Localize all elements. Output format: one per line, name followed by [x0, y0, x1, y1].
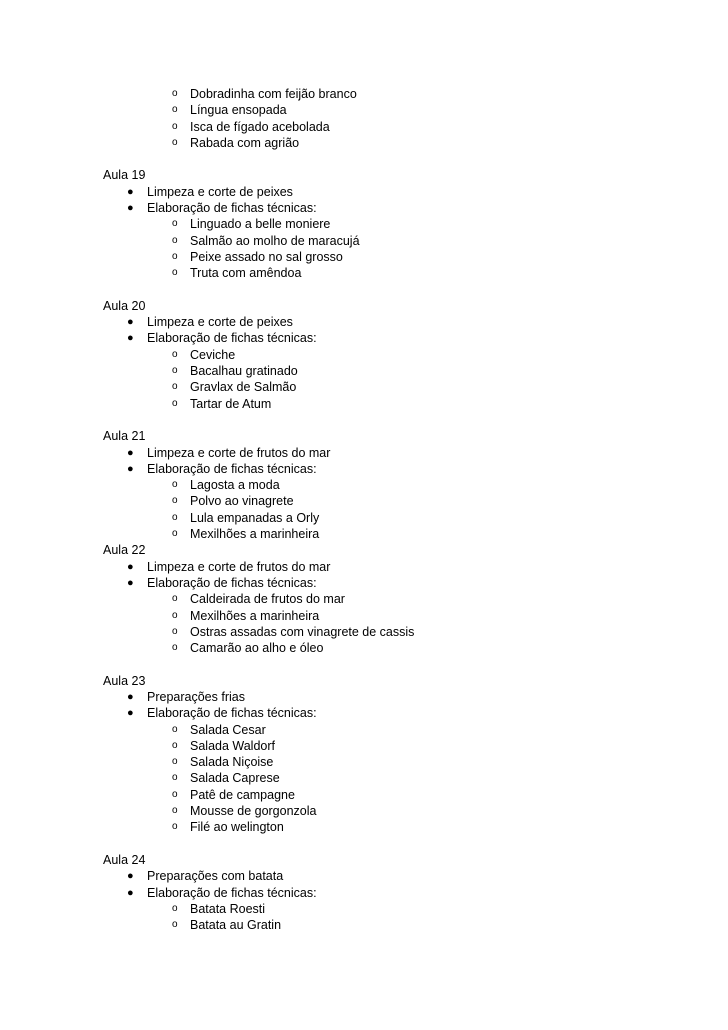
bullet-circle-icon: o [172, 234, 178, 246]
bullet-circle-icon: o [172, 788, 178, 800]
sub-list-item [103, 608, 703, 624]
bullet-disc-icon: ● [127, 202, 134, 215]
bullet-circle-icon: o [172, 250, 178, 262]
spacer [103, 151, 703, 167]
list-item [103, 689, 703, 705]
list-item-text: Limpeza e corte de peixes [147, 184, 293, 199]
sub-list-item [103, 624, 703, 640]
sub-list-item [103, 249, 703, 265]
list-item-text: Limpeza e corte de frutos do mar [147, 559, 331, 574]
bullet-circle-icon: o [172, 348, 178, 360]
sub-list-item-text: Polvo ao vinagrete [190, 494, 294, 509]
sub-list-item-text: Salada Waldorf [190, 738, 275, 753]
lesson-heading: Aula 24 [103, 852, 146, 867]
bullet-disc-icon: ● [127, 446, 134, 459]
bullet-circle-icon: o [172, 723, 178, 735]
sub-list-item-text: Patê de campagne [190, 787, 295, 802]
sub-list-item [103, 135, 703, 151]
bullet-disc-icon: ● [127, 707, 134, 720]
sub-list-item-text: Ostras assadas com vinagrete de cassis [190, 624, 415, 639]
list-item-text: Elaboração de fichas técnicas: [147, 201, 317, 216]
bullet-circle-icon: o [172, 528, 178, 540]
sub-list-item [103, 363, 703, 379]
sub-list-item [103, 819, 703, 835]
bullet-circle-icon: o [172, 104, 178, 116]
lesson-heading: Aula 21 [103, 429, 146, 444]
bullet-circle-icon: o [172, 120, 178, 132]
sub-list-item [103, 477, 703, 493]
sub-list-item-text: Salada Niçoise [190, 755, 274, 770]
sub-list-item-text: Salada Cesar [190, 722, 266, 737]
sub-list-item [103, 787, 703, 803]
bullet-disc-icon: ● [127, 886, 134, 899]
sub-list-item-text: Lula empanadas a Orly [190, 510, 320, 525]
bullet-circle-icon: o [172, 919, 178, 931]
sub-list-item [103, 233, 703, 249]
list-item [103, 705, 703, 721]
list-item-text: Preparações com batata [147, 869, 284, 884]
sub-list-item-text: Batata au Gratin [190, 918, 282, 933]
bullet-circle-icon: o [172, 365, 178, 377]
bullet-disc-icon: ● [127, 576, 134, 589]
list-item-text: Preparações frias [147, 689, 245, 704]
sub-list-item [103, 102, 703, 118]
list-item [103, 575, 703, 591]
list-item [103, 461, 703, 477]
sub-list-item [103, 526, 703, 542]
sub-list-item-text: Linguado a belle moniere [190, 217, 331, 232]
bullet-disc-icon: ● [127, 462, 134, 475]
sub-list-item-text: Mousse de gorgonzola [190, 804, 317, 819]
sub-list-item-text: Rabada com agrião [190, 135, 300, 150]
sub-list-item-text: Filé ao welington [190, 820, 284, 835]
bullet-disc-icon: ● [127, 560, 134, 573]
spacer [103, 656, 703, 672]
bullet-circle-icon: o [172, 495, 178, 507]
list-item-text: Limpeza e corte de frutos do mar [147, 445, 331, 460]
sub-list-item [103, 86, 703, 102]
bullet-circle-icon: o [172, 821, 178, 833]
bullet-circle-icon: o [172, 479, 178, 491]
list-item-text: Elaboração de fichas técnicas: [147, 885, 317, 900]
sub-list-item-text: Mexilhões a marinheira [190, 527, 320, 542]
sub-list-item-text: Bacalhau gratinado [190, 364, 298, 379]
sub-list-item [103, 754, 703, 770]
bullet-circle-icon: o [172, 772, 178, 784]
sub-list-item-text: Mexilhões a marinheira [190, 608, 320, 623]
sub-list-item [103, 770, 703, 786]
sub-list-item [103, 591, 703, 607]
bullet-circle-icon: o [172, 609, 178, 621]
bullet-circle-icon: o [172, 136, 178, 148]
list-item-text: Elaboração de fichas técnicas: [147, 331, 317, 346]
sub-list-item [103, 917, 703, 933]
bullet-disc-icon: ● [127, 185, 134, 198]
bullet-circle-icon: o [172, 511, 178, 523]
bullet-circle-icon: o [172, 902, 178, 914]
list-item-text: Elaboração de fichas técnicas: [147, 461, 317, 476]
bullet-disc-icon: ● [127, 332, 134, 345]
sub-list-item-text: Língua ensopada [190, 103, 287, 118]
spacer [103, 282, 703, 298]
bullet-circle-icon: o [172, 381, 178, 393]
sub-list-item [103, 510, 703, 526]
bullet-circle-icon: o [172, 805, 178, 817]
list-item-text: Limpeza e corte de peixes [147, 315, 293, 330]
spacer [103, 412, 703, 428]
list-item [103, 885, 703, 901]
bullet-disc-icon: ● [127, 316, 134, 329]
lesson-heading: Aula 23 [103, 673, 146, 688]
sub-list-item [103, 216, 703, 232]
lesson-heading: Aula 19 [103, 168, 146, 183]
bullet-circle-icon: o [172, 756, 178, 768]
bullet-circle-icon: o [172, 625, 178, 637]
bullet-disc-icon: ● [127, 870, 134, 883]
list-item [103, 868, 703, 884]
lesson-heading: Aula 20 [103, 298, 146, 313]
sub-list-item-text: Peixe assado no sal grosso [190, 249, 343, 264]
sub-list-item-text: Camarão ao alho e óleo [190, 641, 324, 656]
bullet-circle-icon: o [172, 397, 178, 409]
sub-list-item [103, 722, 703, 738]
bullet-circle-icon: o [172, 642, 178, 654]
bullet-circle-icon: o [172, 593, 178, 605]
sub-list-item [103, 640, 703, 656]
list-item [103, 314, 703, 330]
sub-list-item [103, 347, 703, 363]
sub-list-item [103, 119, 703, 135]
list-item [103, 200, 703, 216]
sub-list-item [103, 265, 703, 281]
bullet-disc-icon: ● [127, 690, 134, 703]
bullet-circle-icon: o [172, 218, 178, 230]
spacer [103, 836, 703, 852]
sub-list-item-text: Caldeirada de frutos do mar [190, 592, 345, 607]
list-item [103, 559, 703, 575]
sub-list-item [103, 379, 703, 395]
sub-list-item-text: Gravlax de Salmão [190, 380, 297, 395]
sub-list-item-text: Ceviche [190, 347, 236, 362]
sub-list-item-text: Tartar de Atum [190, 396, 272, 411]
sub-list-item [103, 901, 703, 917]
document-page [103, 86, 703, 933]
sub-list-item-text: Isca de fígado acebolada [190, 119, 330, 134]
sub-list-item-text: Salmão ao molho de maracujá [190, 233, 360, 248]
bullet-circle-icon: o [172, 267, 178, 279]
sub-list-item-text: Batata Roesti [190, 901, 266, 916]
sub-list-item [103, 803, 703, 819]
sub-list-item-text: Lagosta a moda [190, 478, 280, 493]
list-item-text: Elaboração de fichas técnicas: [147, 706, 317, 721]
bullet-circle-icon: o [172, 739, 178, 751]
list-item [103, 330, 703, 346]
list-item [103, 184, 703, 200]
sub-list-item [103, 738, 703, 754]
list-item [103, 445, 703, 461]
lesson-heading: Aula 22 [103, 543, 146, 558]
sub-list-item [103, 396, 703, 412]
bullet-circle-icon: o [172, 88, 178, 99]
list-item-text: Elaboração de fichas técnicas: [147, 575, 317, 590]
sub-list-item-text: Truta com amêndoa [190, 266, 302, 281]
sub-list-item-text: Salada Caprese [190, 771, 280, 786]
sub-list-item [103, 493, 703, 509]
sub-list-item-text: Dobradinha com feijão branco [190, 87, 357, 101]
